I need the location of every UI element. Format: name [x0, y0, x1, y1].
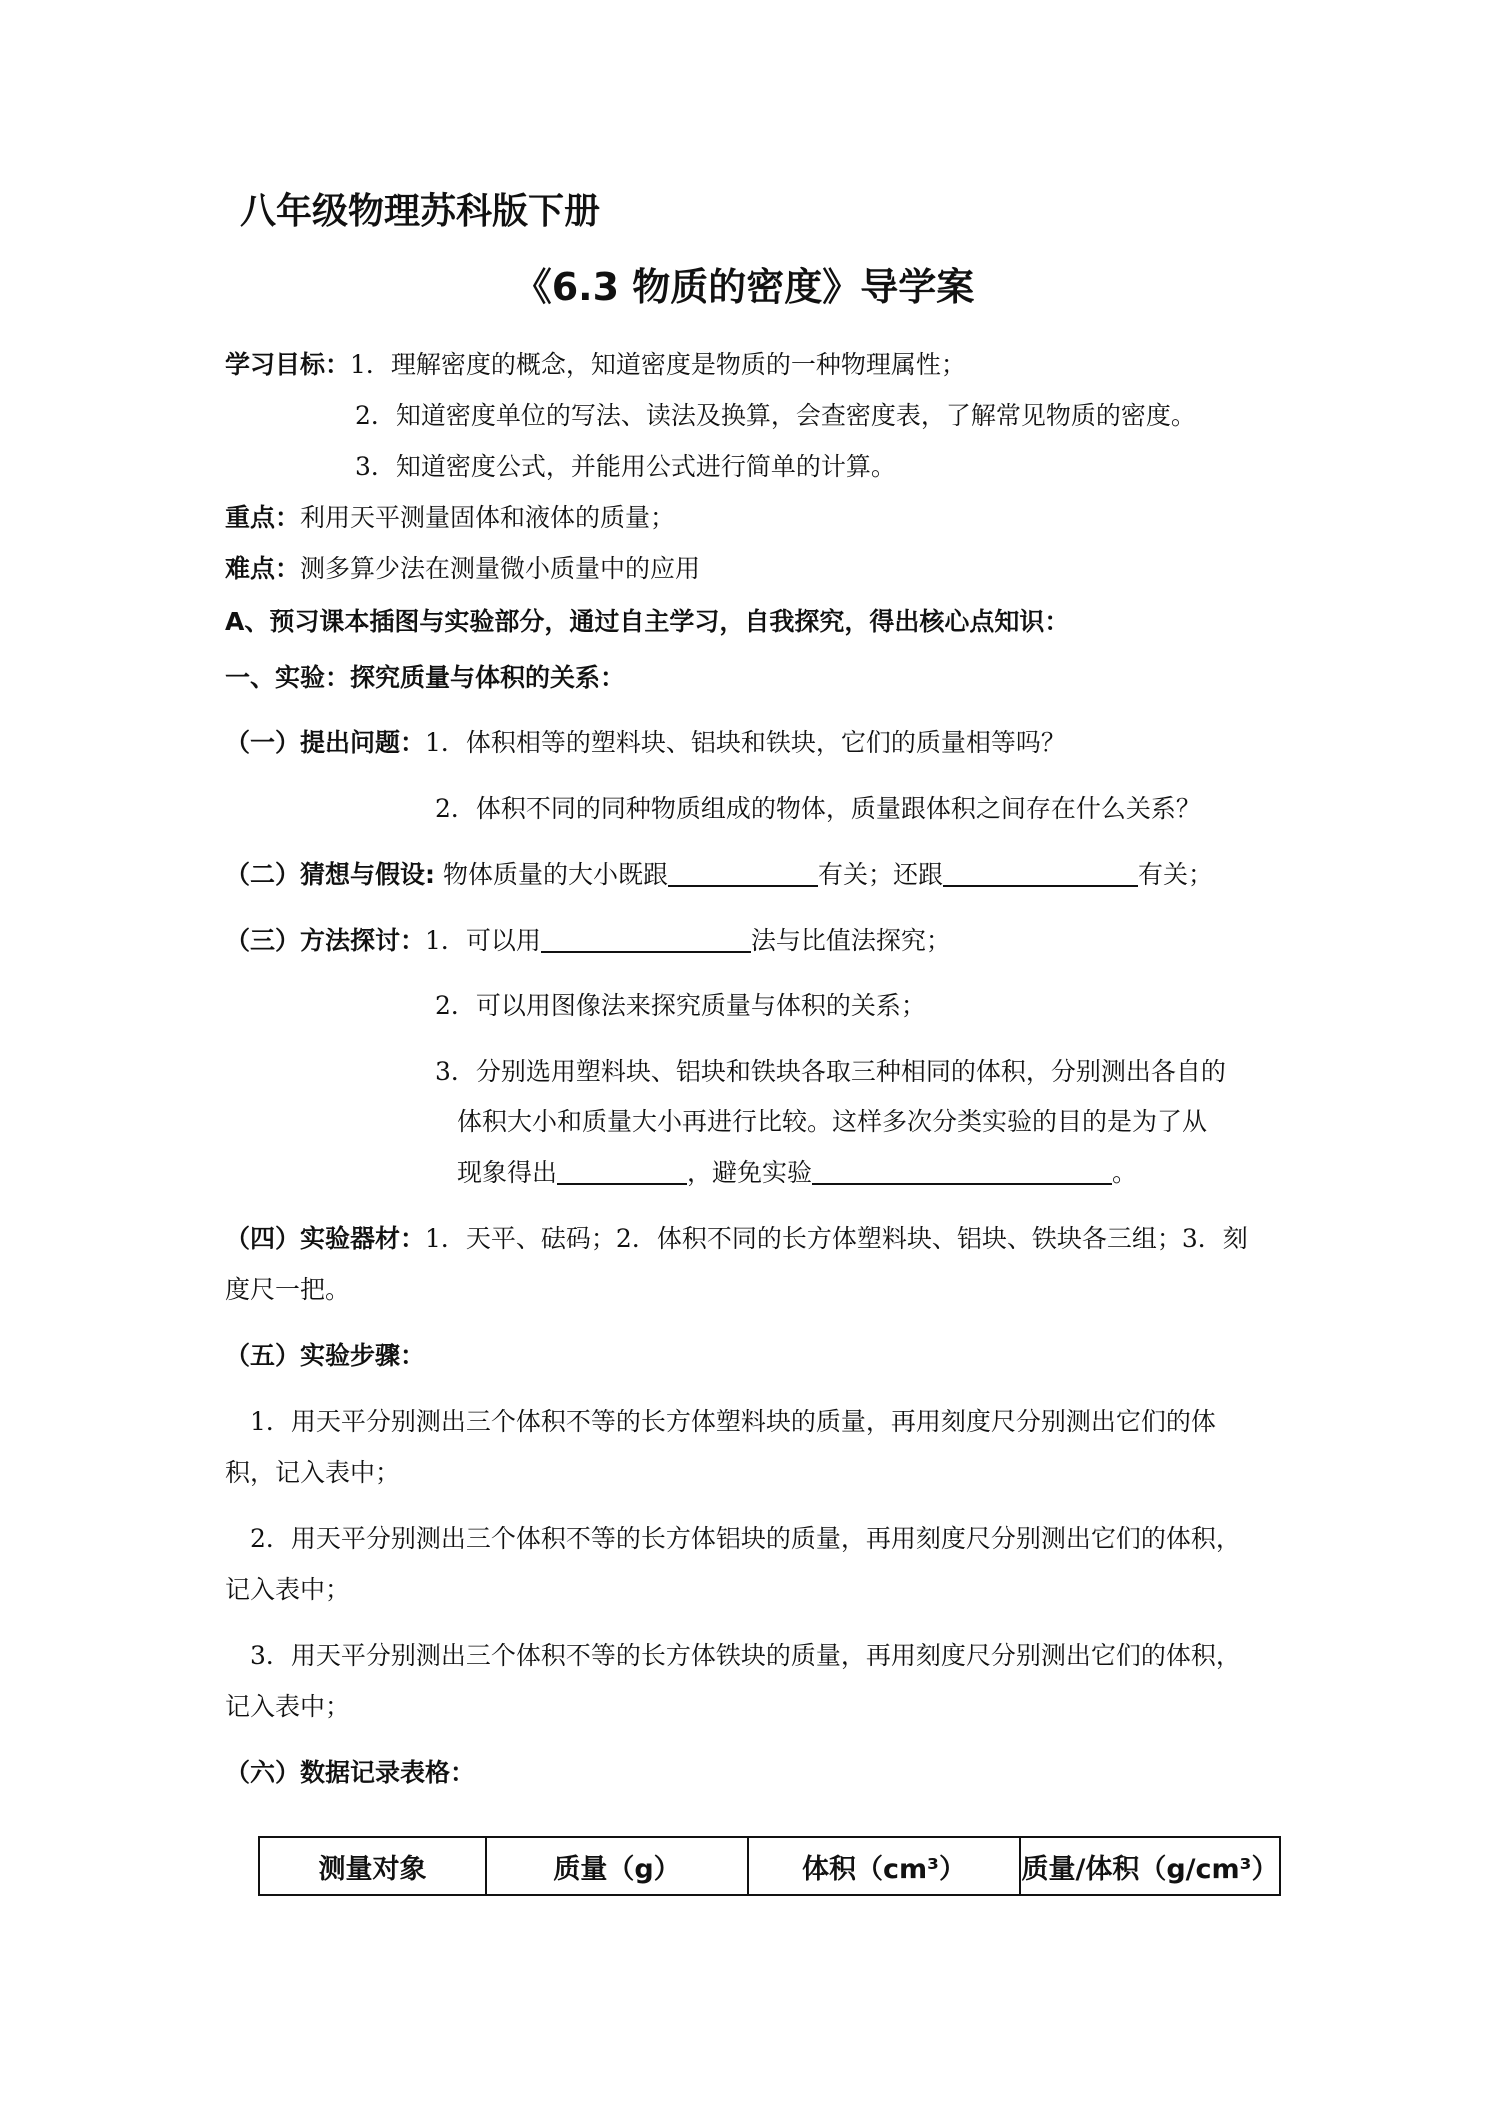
objectives-item1-text: 1．理解密度的概念，知道密度是物质的一种物理属性； [350, 350, 966, 379]
table-header-mass: 质量（g） [486, 1837, 748, 1895]
method-item3-line3-c: 。 [1112, 1158, 1138, 1187]
hypothesis-text-c: 有关； [1137, 860, 1213, 889]
section-a-heading: A、预习课本插图与实验部分，通过自主学习，自我探究，得出核心点知识： [225, 607, 1070, 636]
key-point-label: 重点： [225, 503, 301, 532]
question-1 [225, 727, 1066, 759]
hypothesis-text-a: 物体质量的大小既跟 [435, 860, 668, 889]
difficulty-text: 测多算少法在测量微小质量中的应用 [300, 554, 701, 583]
section-1-heading: 一、实验：探究质量与体积的关系： [225, 663, 626, 692]
data-record-table [258, 1836, 1281, 1896]
document-title: 《6.3 物质的密度》导学案 [513, 265, 975, 309]
steps-heading: （五）实验步骤： [225, 1341, 426, 1370]
equipment-line1 [225, 1223, 1248, 1255]
method-label: （三）方法探讨： [225, 926, 426, 955]
step2-line2: 记入表中； [225, 1575, 351, 1604]
table-header-volume: 体积（cm³） [748, 1837, 1020, 1895]
method-item3-line3 [457, 1157, 1137, 1189]
objectives-item2: 2．知道密度单位的写法、读法及换算，会查密度表，了解常见物质的密度。 [355, 401, 1196, 430]
method-item3-line2: 体积大小和质量大小再进行比较。这样多次分类实验的目的是为了从 [457, 1107, 1208, 1136]
question-1-item1: 1．体积相等的塑料块、铝块和铁块，它们的质量相等吗？ [425, 728, 1066, 757]
table-header-ratio: 质量/体积（g/cm³） [1020, 1837, 1280, 1895]
table-heading: （六）数据记录表格： [225, 1758, 476, 1787]
method [225, 925, 951, 957]
equipment-text: 1．天平、砝码；2．体积不同的长方体塑料块、铝块、铁块各三组；3．刻 [425, 1224, 1248, 1253]
question-1-label: （一）提出问题： [225, 728, 426, 757]
step3-line2: 记入表中； [225, 1692, 351, 1721]
method-item2: 2．可以用图像法来探究质量与体积的关系； [435, 991, 926, 1020]
method-item1-b: 法与比值法探究； [750, 926, 951, 955]
fill-blank-1[interactable] [668, 861, 818, 887]
method-item1-a: 1．可以用 [425, 926, 541, 955]
objectives-item3: 3．知道密度公式，并能用公式进行简单的计算。 [355, 452, 896, 481]
method-item3-line3-b: ，避免实验 [687, 1158, 813, 1187]
fill-blank-2[interactable] [943, 861, 1138, 887]
hypothesis-text-b: 有关；还跟 [817, 860, 943, 889]
key-point-text: 利用天平测量固体和液体的质量； [300, 503, 676, 532]
document-subtitle: 八年级物理苏科版下册 [240, 191, 601, 232]
step1-line2: 积，记入表中； [225, 1458, 401, 1487]
fill-blank-5[interactable] [812, 1159, 1112, 1185]
step2-line1: 2．用天平分别测出三个体积不等的长方体铝块的质量，再用刻度尺分别测出它们的体积， [250, 1524, 1241, 1553]
objectives-item1 [225, 349, 966, 381]
method-item3-line3-a: 现象得出 [457, 1158, 558, 1187]
hypothesis-label: （二）猜想与假设: [225, 860, 435, 889]
equipment-line2: 度尺一把。 [225, 1275, 351, 1304]
table-header-object: 测量对象 [259, 1837, 486, 1895]
equipment-label: （四）实验器材： [225, 1224, 426, 1253]
objectives-label: 学习目标： [225, 350, 351, 379]
step3-line1: 3．用天平分别测出三个体积不等的长方体铁块的质量，再用刻度尺分别测出它们的体积， [250, 1641, 1241, 1670]
method-item3-line1: 3．分别选用塑料块、铝块和铁块各取三种相同的体积，分别测出各自的 [435, 1057, 1226, 1086]
fill-blank-3[interactable] [541, 927, 751, 953]
key-point [225, 502, 675, 534]
question-1-item2: 2．体积不同的同种物质组成的物体，质量跟体积之间存在什么关系？ [435, 794, 1201, 823]
table-header-row [259, 1837, 1280, 1895]
fill-blank-4[interactable] [557, 1159, 687, 1185]
difficulty [225, 553, 700, 585]
step1-line1: 1．用天平分别测出三个体积不等的长方体塑料块的质量，再用刻度尺分别测出它们的体 [250, 1407, 1216, 1436]
hypothesis [225, 859, 1213, 891]
difficulty-label: 难点： [225, 554, 301, 583]
